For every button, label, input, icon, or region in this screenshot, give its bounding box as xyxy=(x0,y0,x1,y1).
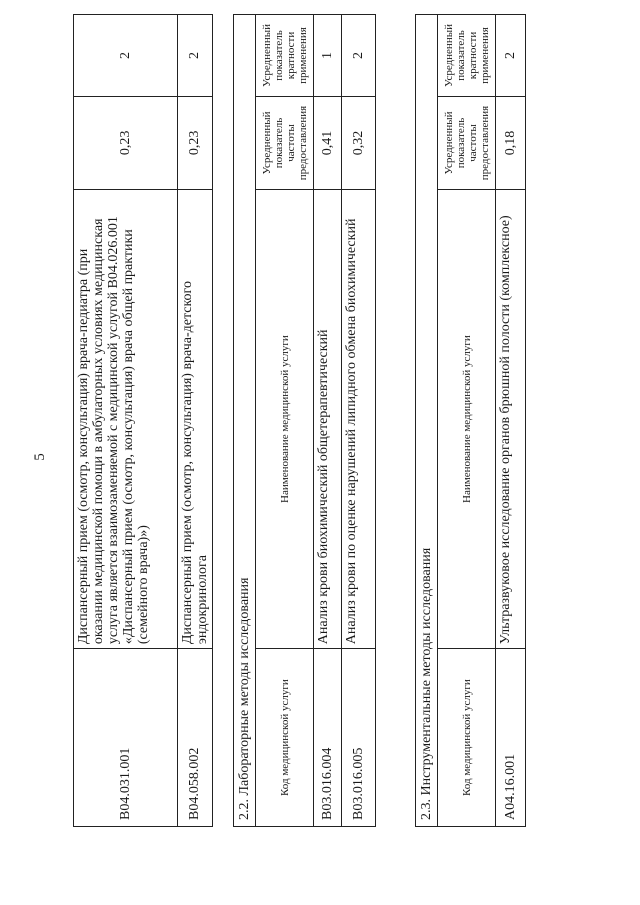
service-name: Диспансерный прием (осмотр, консультация) врача-детского эндокринолога xyxy=(178,189,213,648)
consultations-table xyxy=(73,14,213,827)
service-name: Анализ крови по оценке нарушений липидного обмена биохимический xyxy=(342,189,376,648)
section-title-row xyxy=(416,15,438,827)
section-title: 2.3. Инструментальные методы исследования xyxy=(416,15,438,827)
header-name: Наименование медицинской услуги xyxy=(438,189,496,648)
table-row xyxy=(178,15,213,827)
service-name: Диспансерный прием (осмотр, консультация) врача-педиатра (при оказании медицинской помощи в амбулаторных условиях медицинская услуга является взаимозаменяемой с медицинской услугой B04.026.001 «Диспансерный прием (осмотр, консультация) врача общей практики (семейного врача)») xyxy=(74,189,178,648)
table-row xyxy=(74,15,178,827)
service-name: Ультразвуковое исследование органов брюшной полости (комплексное) xyxy=(496,189,526,648)
header-multiplicity: Усредненный показатель кратности применения xyxy=(256,15,314,97)
service-code: B04.058.002 xyxy=(178,649,213,827)
multiplicity-value: 2 xyxy=(342,15,376,97)
multiplicity-value: 2 xyxy=(178,15,213,97)
table-row xyxy=(342,15,376,827)
service-code: B03.016.005 xyxy=(342,649,376,827)
header-row xyxy=(256,15,314,827)
frequency-value: 0,32 xyxy=(342,97,376,190)
page-number: 5 xyxy=(32,453,48,461)
frequency-value: 0,41 xyxy=(314,97,342,190)
frequency-value: 0,23 xyxy=(74,96,178,189)
service-code: B03.016.004 xyxy=(314,649,342,827)
section-title-row xyxy=(234,15,256,827)
header-code: Код медицинской услуги xyxy=(438,649,496,827)
multiplicity-value: 1 xyxy=(314,15,342,97)
header-frequency: Усредненный показатель частоты предоставления xyxy=(256,97,314,190)
multiplicity-value: 2 xyxy=(496,15,526,97)
frequency-value: 0,23 xyxy=(178,96,213,189)
table-row xyxy=(314,15,342,827)
service-code: A04.16.001 xyxy=(496,649,526,827)
service-name: Анализ крови биохимический общетерапевтический xyxy=(314,189,342,648)
section-title: 2.2. Лабораторные методы исследования xyxy=(234,15,256,827)
frequency-value: 0,18 xyxy=(496,97,526,190)
instrumental-methods-table xyxy=(415,14,526,827)
header-code: Код медицинской услуги xyxy=(256,649,314,827)
service-code: B04.031.001 xyxy=(74,649,178,827)
header-multiplicity: Усредненный показатель кратности применения xyxy=(438,15,496,97)
header-row xyxy=(438,15,496,827)
table-row xyxy=(496,15,526,827)
lab-methods-table xyxy=(233,14,376,827)
multiplicity-value: 2 xyxy=(74,15,178,97)
header-name: Наименование медицинской услуги xyxy=(256,189,314,648)
header-frequency: Усредненный показатель частоты предоставления xyxy=(438,97,496,190)
